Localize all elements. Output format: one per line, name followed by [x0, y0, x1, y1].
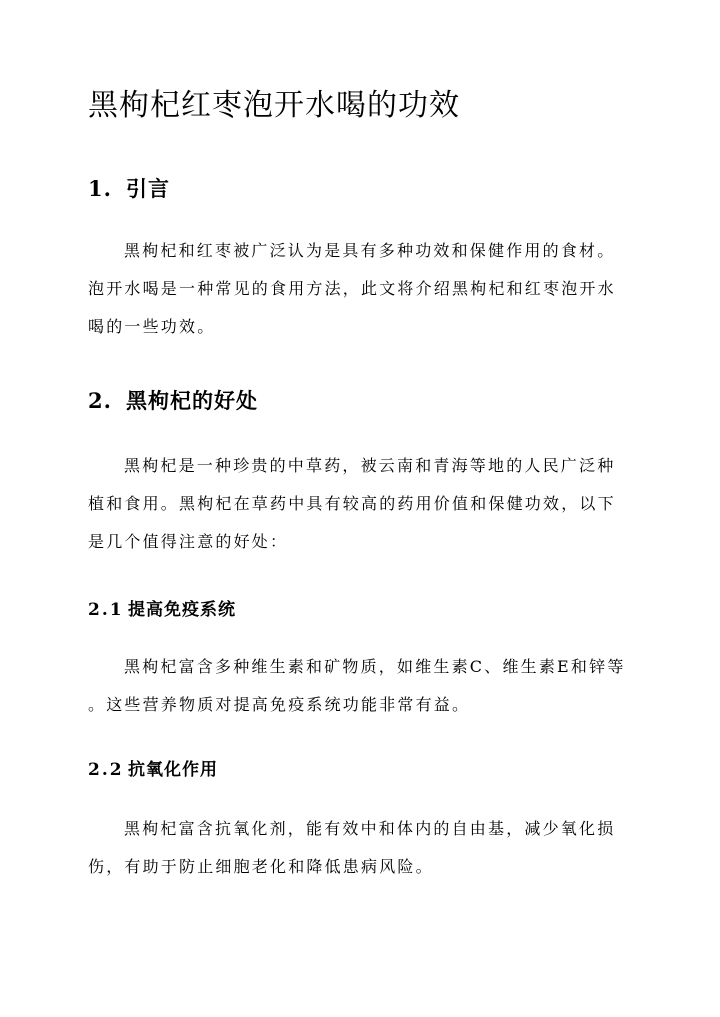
- section-number: 1.: [88, 176, 112, 201]
- paragraph-antioxidant: [88, 810, 633, 886]
- subsection-title: 提高免疫系统: [128, 600, 236, 620]
- paragraph-line: 植和食用。黑枸杞在草药中具有较高的药用价值和保健功效，以下: [88, 494, 616, 513]
- paragraph-immunity: [88, 648, 633, 724]
- section-title: 黑枸杞的好处: [126, 388, 258, 413]
- section-title: 引言: [126, 176, 170, 201]
- subsection-number: 2.2: [88, 760, 124, 780]
- section-heading-black-goji-benefits: [88, 386, 258, 416]
- paragraph-black-goji-benefits: [88, 447, 633, 561]
- paragraph-line: 黑枸杞和红枣被广泛认为是具有多种功效和保健作用的食材。: [124, 241, 616, 260]
- subsection-heading-antioxidant: [88, 757, 218, 783]
- paragraph-line: 喝的一些功效。: [88, 317, 216, 336]
- paragraph-line: 黑枸杞富含多种维生素和矿物质，如维生素C、维生素E和锌等: [124, 657, 626, 676]
- section-number: 2.: [88, 388, 112, 413]
- document-title: 黑枸杞红枣泡开水喝的功效: [88, 88, 460, 123]
- paragraph-line: 伤，有助于防止细胞老化和降低患病风险。: [88, 857, 434, 876]
- subsection-number: 2.1: [88, 600, 124, 620]
- section-heading-introduction: [88, 174, 170, 204]
- paragraph-line: 是几个值得注意的好处：: [88, 532, 289, 551]
- paragraph-introduction: [88, 232, 633, 346]
- paragraph-line: 。这些营养物质对提高免疫系统功能非常有益。: [88, 695, 471, 714]
- paragraph-line: 泡开水喝是一种常见的食用方法，此文将介绍黑枸杞和红枣泡开水: [88, 279, 616, 298]
- paragraph-line: 黑枸杞富含抗氧化剂，能有效中和体内的自由基，减少氧化损: [124, 819, 616, 838]
- subsection-heading-immunity: [88, 597, 236, 623]
- subsection-title: 抗氧化作用: [128, 760, 218, 780]
- paragraph-line: 黑枸杞是一种珍贵的中草药，被云南和青海等地的人民广泛种: [124, 456, 616, 475]
